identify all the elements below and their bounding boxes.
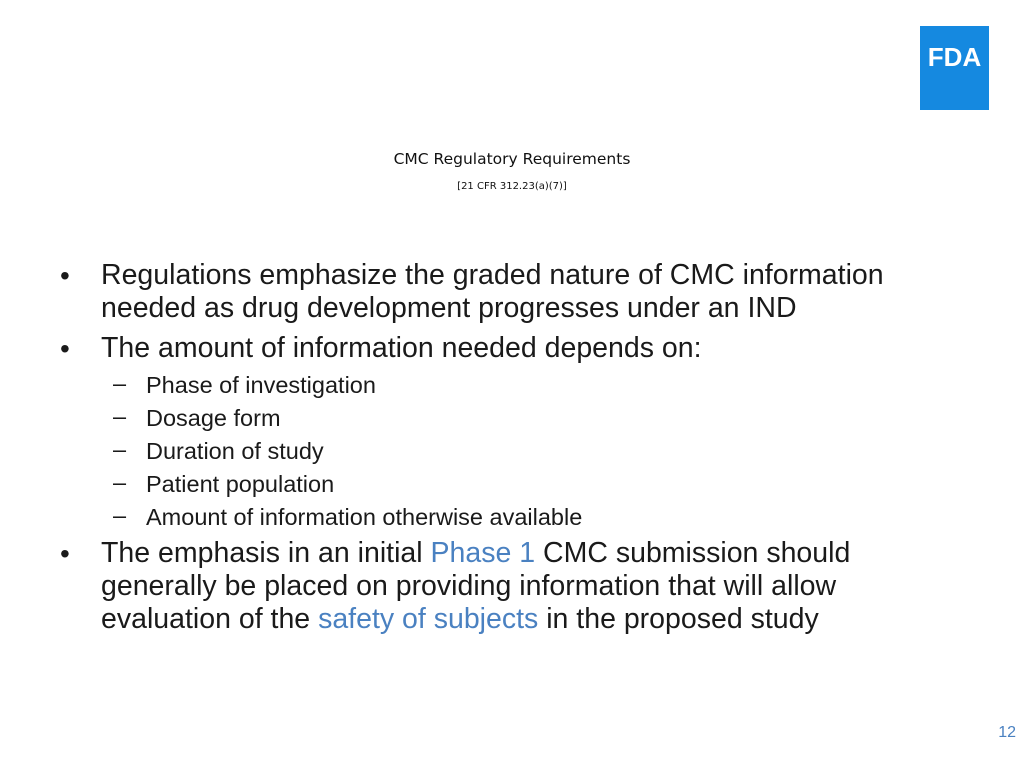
bullet-text: The amount of information needed depends on: bbox=[101, 332, 702, 364]
sub-item-text: Phase of investigation bbox=[146, 372, 376, 398]
highlight-phase-1: Phase 1 bbox=[430, 537, 536, 569]
sub-item-text: Dosage form bbox=[146, 405, 281, 431]
sub-item bbox=[60, 438, 965, 465]
sub-item-text: Patient population bbox=[146, 471, 335, 497]
bullet-item bbox=[60, 259, 965, 325]
fda-logo-text: FDA bbox=[927, 42, 982, 72]
sub-item bbox=[60, 372, 965, 399]
dash-mark: – bbox=[113, 403, 127, 429]
sub-item bbox=[60, 405, 965, 432]
sub-item bbox=[60, 471, 965, 498]
slide-subtitle: [21 CFR 312.23(a)(7)] bbox=[457, 181, 567, 192]
bullet-item bbox=[60, 332, 965, 365]
bullet-text-part: in the proposed study bbox=[538, 603, 819, 635]
bullet-mark: • bbox=[60, 333, 70, 364]
bullet-mark: • bbox=[60, 260, 70, 291]
bullet-item bbox=[60, 537, 965, 636]
bullet-text-part: CMC submission should generally be placed on providing information that will allow evaluation of the bbox=[101, 537, 851, 635]
bullet-text-part: The emphasis in an initial bbox=[101, 537, 431, 569]
slide-title: CMC Regulatory Requirements bbox=[393, 150, 631, 168]
sub-item bbox=[60, 504, 965, 531]
sub-item-text: Amount of information otherwise available bbox=[146, 504, 583, 530]
dash-mark: – bbox=[113, 502, 127, 528]
highlight-safety-of-subjects: safety of subjects bbox=[318, 603, 539, 635]
bullet-mark: • bbox=[60, 538, 70, 569]
bullet-text: Regulations emphasize the graded nature of CMC information needed as drug development progresses under an IND bbox=[101, 259, 884, 324]
dash-mark: – bbox=[113, 469, 127, 495]
dash-mark: – bbox=[113, 370, 127, 396]
dash-mark: – bbox=[113, 436, 127, 462]
sub-list bbox=[60, 372, 965, 531]
page-number: 12 bbox=[998, 724, 1016, 741]
slide-content bbox=[60, 259, 965, 643]
sub-item-text: Duration of study bbox=[146, 438, 324, 464]
fda-logo bbox=[920, 26, 989, 110]
